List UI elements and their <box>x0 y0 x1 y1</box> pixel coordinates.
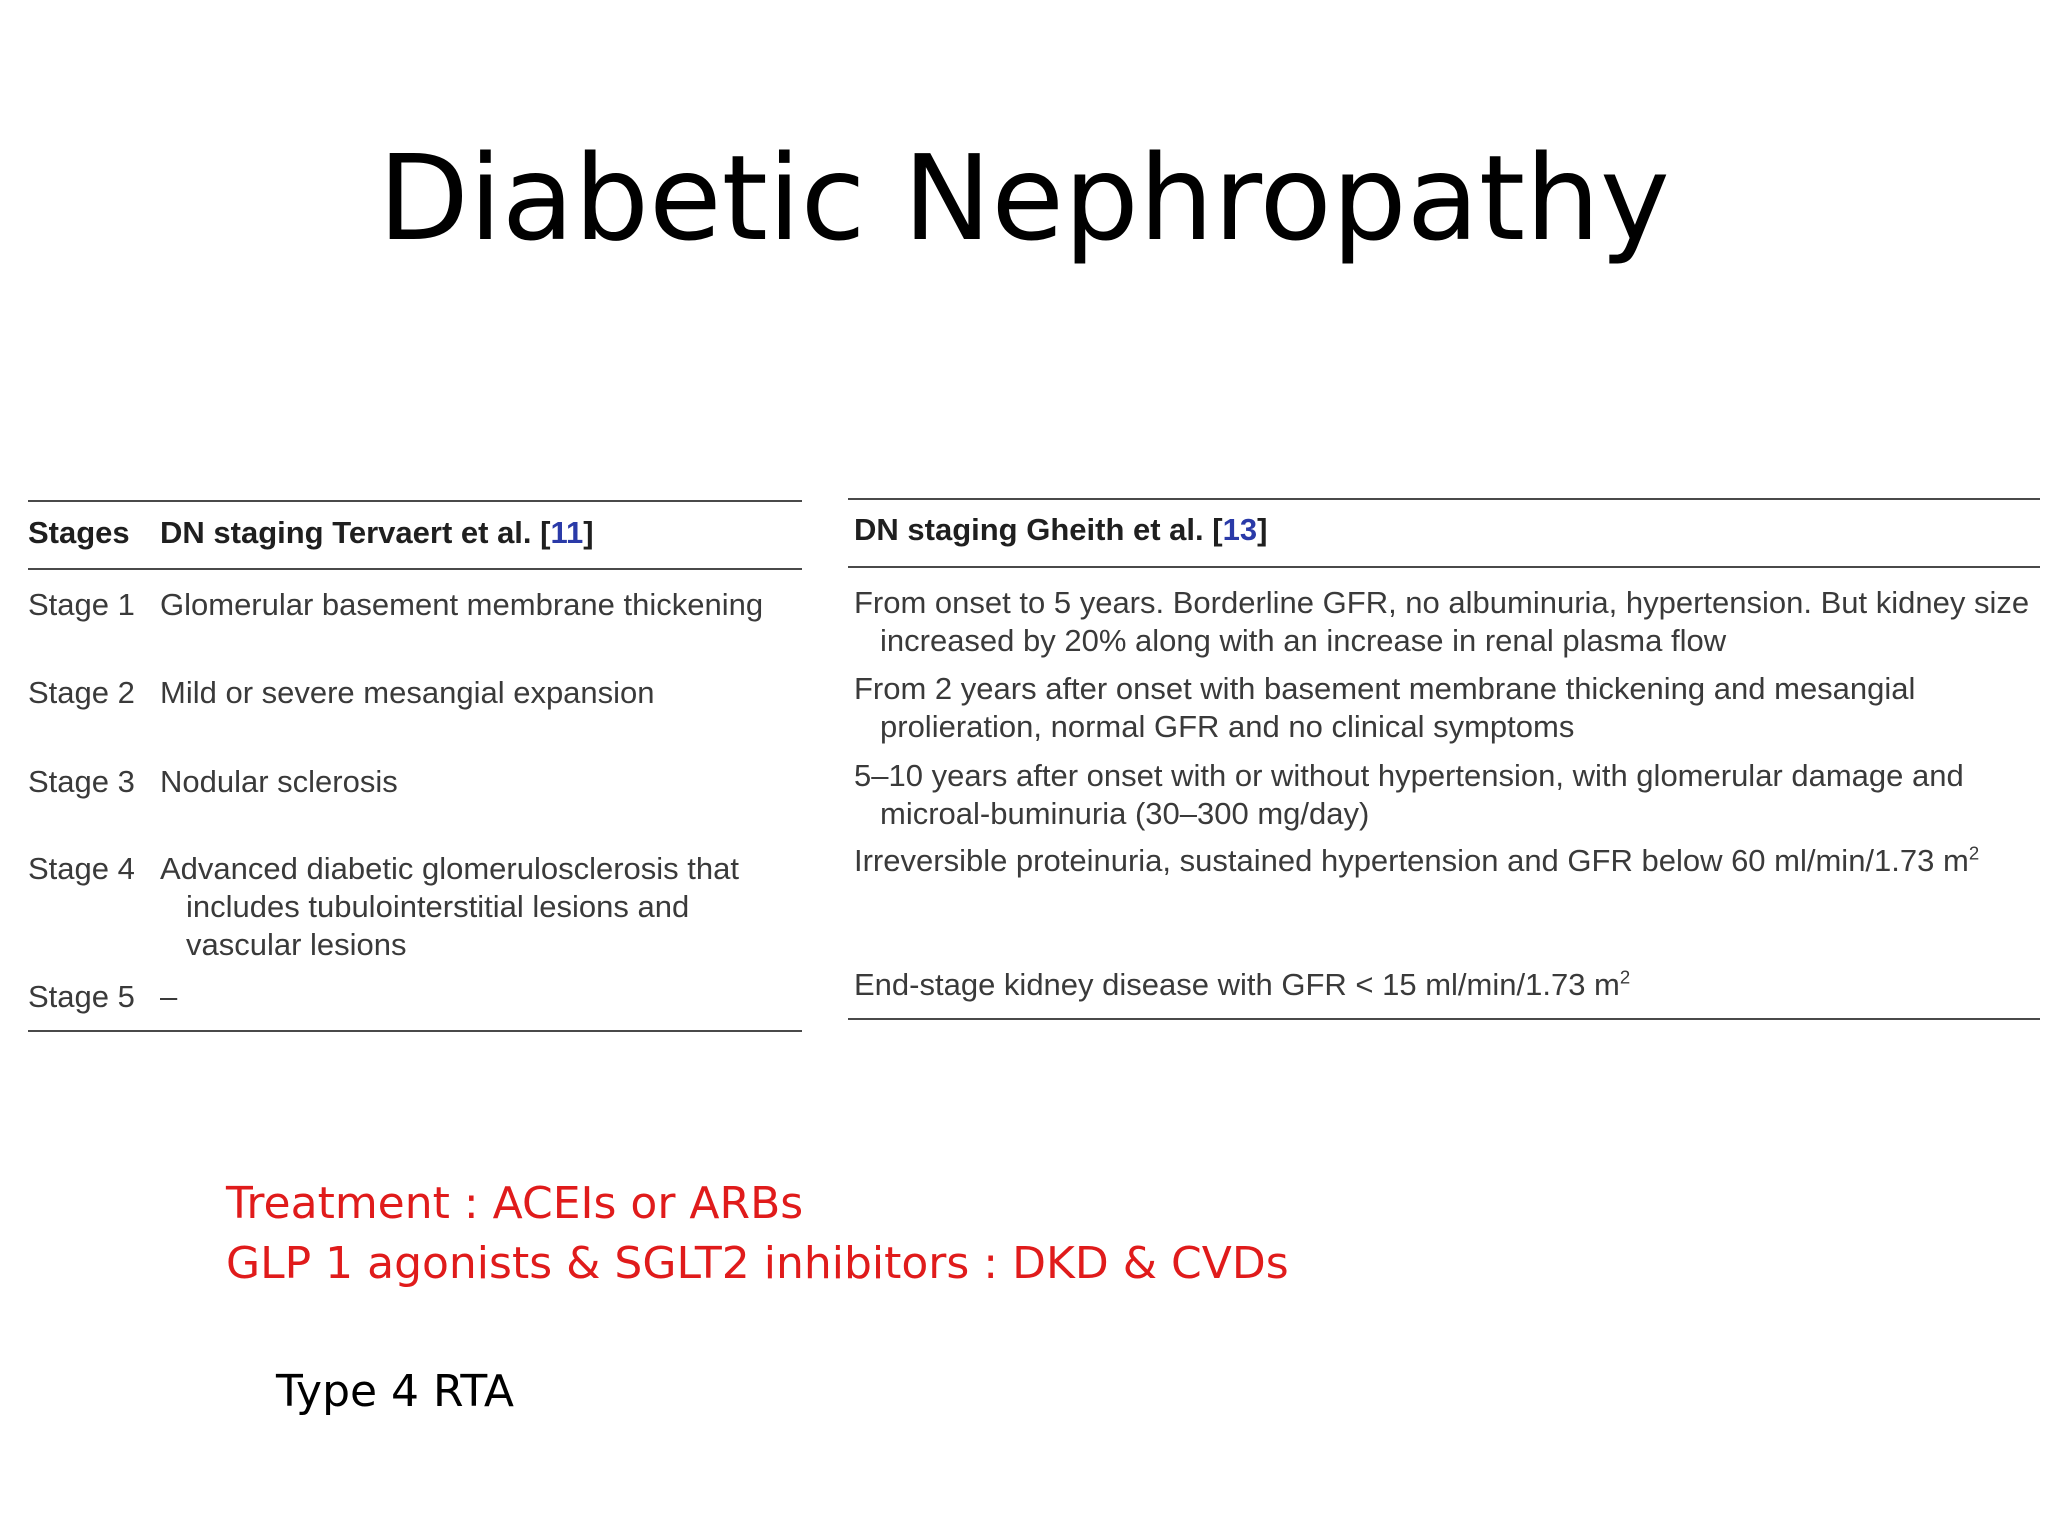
treatment-note: GLP 1 agonists & SGLT2 inhibitors : DKD & CVDs <box>226 1238 1289 1289</box>
table-bottom-rule <box>28 1030 802 1032</box>
stage-description: From onset to 5 years. Borderline GFR, no albuminuria, hypertension. But kidney size increased by 20% along with an increase in renal plasma flow <box>854 585 2030 658</box>
stage-description: Nodular sclerosis <box>160 764 398 799</box>
footer-note: Type 4 RTA <box>276 1366 514 1417</box>
stage-description <box>854 842 2040 880</box>
header-text: DN staging Gheith et al. [ <box>854 512 1223 547</box>
superscript: 2 <box>1619 966 1631 988</box>
stage-description: Mild or severe mesangial expansion <box>160 675 655 710</box>
description-text: End-stage kidney disease with GFR < 15 ml/min/1.73 m <box>854 967 1620 1002</box>
stage-label: Stage 3 <box>28 764 135 799</box>
stage-label: Stage 1 <box>28 587 135 622</box>
stage-label: Stage 2 <box>28 675 135 710</box>
tervaert-staging-table <box>28 500 802 1035</box>
table-header-rule <box>28 568 802 570</box>
gheith-staging-table <box>848 498 2040 1023</box>
column-header-stages: Stages <box>28 515 130 550</box>
stage-description: From 2 years after onset with basement membrane thickening and mesangial prolieration, normal GFR and no clinical symptoms <box>854 671 1916 744</box>
stage-description: Glomerular basement membrane thickening <box>160 587 764 622</box>
table-bottom-rule <box>848 1018 2040 1020</box>
table-top-rule <box>28 500 802 502</box>
reference-link[interactable]: 11 <box>550 515 584 550</box>
table-header-rule <box>848 566 2040 568</box>
header-bracket: ] <box>1257 512 1268 547</box>
column-header-gheith <box>854 511 1267 549</box>
header-text: DN staging Tervaert et al. [ <box>160 515 551 550</box>
stage-description: Advanced diabetic glomerulosclerosis that includes tubulointerstitial lesions and vascular lesions <box>160 851 739 962</box>
table-top-rule <box>848 498 2040 500</box>
superscript: 2 <box>1968 842 1980 864</box>
header-bracket: ] <box>583 515 594 550</box>
treatment-note: Treatment : ACEIs or ARBs <box>226 1178 804 1229</box>
reference-link[interactable]: 13 <box>1222 512 1258 547</box>
stage-label: Stage 5 <box>28 979 135 1014</box>
description-text: Irreversible proteinuria, sustained hypertension and GFR below 60 ml/min/1.73 m <box>854 843 1969 878</box>
stage-label: Stage 4 <box>28 851 135 886</box>
column-header-tervaert <box>160 514 594 552</box>
slide-title: Diabetic Nephropathy <box>378 129 1670 267</box>
stage-description <box>854 966 2040 1004</box>
stage-description: – <box>160 979 178 1014</box>
stage-description: 5–10 years after onset with or without hypertension, with glomerular damage and microal-buminuria (30–300 mg/day) <box>854 758 1964 831</box>
